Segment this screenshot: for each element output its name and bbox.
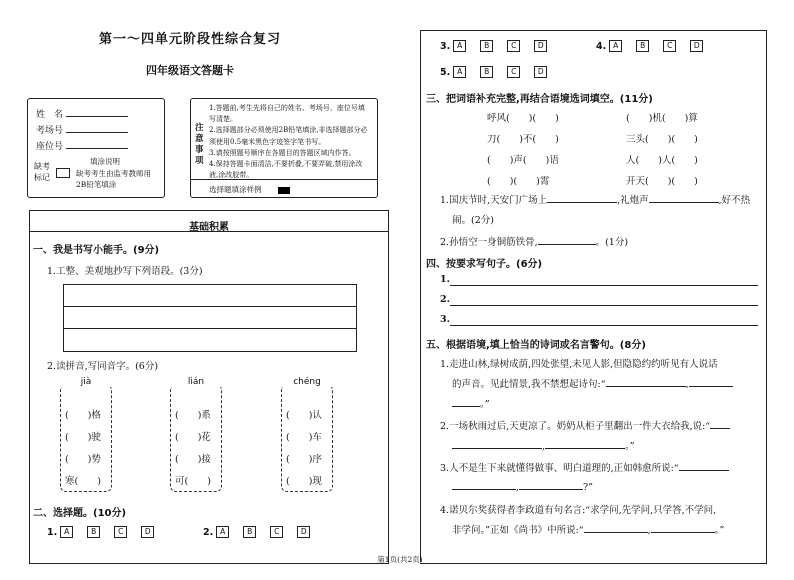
pinyin-card-jia [60, 377, 112, 492]
answer-blank[interactable] [651, 523, 715, 533]
q4-number: 2. [440, 294, 450, 305]
pinyin-answer[interactable]: ( )现 [286, 476, 322, 487]
q1-2-prompt: 2.读拼音,写同音字。(6分) [47, 361, 159, 372]
q3-1-text: ,礼炮声 [617, 195, 649, 206]
choice-number: 1. [47, 526, 58, 538]
answer-blank[interactable] [519, 480, 583, 490]
answer-blank[interactable] [452, 397, 480, 407]
answer-blank[interactable] [649, 193, 719, 203]
pinyin-answer[interactable]: ( )序 [286, 454, 322, 465]
option-a[interactable]: A [216, 526, 229, 538]
option-c[interactable]: C [507, 40, 520, 52]
absent-note: 缺考考生由监考教师用2B铅笔填涂 [76, 169, 151, 189]
pinyin-answer[interactable]: ( )认 [286, 410, 322, 421]
option-b[interactable]: B [480, 66, 493, 78]
pinyin-card-cheng [281, 377, 333, 492]
pinyin-answer[interactable]: ( )系 [175, 410, 211, 421]
q4-number: 3. [440, 314, 450, 325]
pinyin-answer[interactable]: ( )格 [65, 410, 101, 421]
choice-number: 2. [203, 526, 214, 538]
q4-heading: 四、按要求写句子。(6分) [426, 259, 543, 270]
q3-heading: 三、把词语补充完整,再结合语境选词填空。(11分) [426, 94, 653, 105]
choice-number: 5. [440, 66, 451, 78]
name-row [36, 107, 128, 120]
q5-4-text: , [647, 525, 651, 536]
pinyin-label: lián [171, 377, 221, 387]
absent-mark-box[interactable] [56, 168, 70, 178]
page-title: 第一～四单元阶段性综合复习 [98, 32, 281, 47]
absent-label: 缺考 标记 [34, 162, 50, 182]
option-b[interactable]: B [243, 526, 256, 538]
q5-3-end [452, 480, 593, 493]
q5-4-text: 。” [714, 525, 725, 536]
q5-3-text: , [516, 482, 520, 493]
word-blank[interactable]: 三头( )( ) [626, 134, 698, 145]
notice-tag: 注意事项 [195, 123, 204, 166]
filled-box-icon [278, 187, 290, 194]
option-a[interactable]: A [609, 40, 622, 52]
q3-2-text: 2.孙悟空一身铜筋铁骨, [440, 237, 538, 248]
q5-4-line [452, 522, 724, 536]
fill-sample [209, 184, 290, 195]
pinyin-answer[interactable]: ( )接 [175, 454, 211, 465]
option-b[interactable]: B [480, 40, 493, 52]
answer-blank[interactable] [679, 461, 729, 471]
student-info-box [27, 98, 165, 198]
q1-heading: 一、我是书写小能手。(9分) [33, 245, 160, 256]
option-c[interactable]: C [114, 526, 127, 538]
q3-1-text: ,好不热 [718, 195, 751, 206]
option-c[interactable]: C [270, 526, 283, 538]
option-a[interactable]: A [60, 526, 73, 538]
answer-blank[interactable] [606, 377, 686, 387]
pinyin-label: chéng [282, 377, 332, 387]
choice-row-2 [203, 526, 324, 538]
exam-no-label: 考场号 [36, 126, 64, 136]
section-title: 基础积累 [189, 222, 229, 233]
q5-3-text: ?” [583, 482, 593, 493]
write-line [64, 328, 356, 329]
exam-no-row [36, 123, 128, 136]
pinyin-answer[interactable]: ( )花 [175, 432, 211, 443]
q5-heading: 五、根据语境,填上恰当的诗词或名言警句。(8分) [426, 340, 646, 351]
word-blank[interactable]: ( )声( )语 [487, 155, 559, 166]
sentence-line[interactable] [450, 325, 758, 326]
option-d[interactable]: D [297, 526, 310, 538]
choice-row-3 [440, 40, 561, 52]
answer-blank[interactable] [545, 439, 625, 449]
section-title-divider [29, 231, 389, 232]
answer-blank[interactable] [689, 377, 733, 387]
choice-row-5 [440, 66, 561, 78]
seat-no-field[interactable] [66, 140, 128, 149]
pinyin-card-lian [170, 377, 222, 492]
choice-number: 4. [596, 40, 607, 52]
page-subtitle: 四年级语文答题卡 [146, 64, 234, 77]
q5-2-line [440, 418, 730, 432]
q3-1-line [440, 192, 750, 206]
choice-number: 3. [440, 40, 451, 52]
choice-row-4 [596, 40, 717, 52]
word-blank[interactable]: 刀( )不( ) [487, 134, 559, 145]
answer-blank[interactable] [452, 439, 542, 449]
word-blank[interactable]: ( )机( )算 [626, 113, 698, 124]
seat-no-row [36, 139, 128, 152]
pinyin-answer[interactable]: ( )驶 [65, 432, 101, 443]
word-blank[interactable]: ( )( )霄 [487, 176, 550, 187]
sentence-line[interactable] [450, 285, 758, 286]
notice-box [190, 98, 378, 198]
pinyin-answer[interactable]: 可( ) [175, 476, 211, 487]
q5-2-text: 。” [625, 441, 635, 452]
option-c[interactable]: C [507, 66, 520, 78]
pinyin-answer[interactable]: ( )车 [286, 432, 322, 443]
write-line [64, 306, 356, 307]
notice-line: 3.请按照题号顺序在各题目的答题区域内作答。 [209, 148, 356, 157]
q3-2-text: 。(1分) [595, 237, 629, 248]
q4-number: 1. [440, 274, 450, 285]
answer-blank[interactable] [547, 193, 617, 203]
q5-1-text: 1.走进山林,绿树成荫,四处张望,未见人影,但隐隐约约听见有人说话 [440, 359, 718, 370]
q5-1-text: 的声音。见此情景,我不禁想起诗句:“ [452, 379, 606, 390]
option-a[interactable]: A [453, 40, 466, 52]
name-field[interactable] [66, 108, 128, 117]
q5-4-text: 非学问。”正如《尚书》中所说:“ [452, 525, 584, 536]
q5-2-text: 2.一场秋雨过后,天更凉了。奶奶从柜子里翻出一件大衣给我,说:“ [440, 421, 711, 432]
answer-blank[interactable] [452, 480, 516, 490]
q3-1-text: 1.国庆节时,天安门广场上 [440, 195, 548, 206]
q5-2-text: , [542, 441, 546, 452]
notice-line: 1.答题前,考生先将自己的姓名、考场号、座位号填写清楚。 [209, 104, 365, 124]
option-d[interactable]: D [690, 40, 703, 52]
fill-sample-label: 选择题填涂样例 [209, 185, 262, 194]
notice-line: 2.选择题部分必须使用2B铅笔填涂,非选择题部分必须使用0.5毫米黑色字迹签字笔书写。 [209, 126, 368, 146]
q5-4-text: 4.诺贝尔奖获得者李政道有句名言:“求学问,先学问,只学答,不学问, [440, 505, 717, 516]
option-c[interactable]: C [663, 40, 676, 52]
q2-heading: 二、选择题。(10分) [33, 508, 127, 519]
notice-divider [191, 179, 377, 180]
option-d[interactable]: D [141, 526, 154, 538]
name-label: 姓 名 [36, 110, 64, 120]
q5-1-text: 。” [480, 399, 490, 410]
option-a[interactable]: A [453, 66, 466, 78]
q1-1-prompt: 1.工整、美观地抄写下列语段。(3分) [47, 266, 203, 277]
seat-no-label: 座位号 [36, 142, 64, 152]
q5-2-end [452, 438, 635, 452]
sentence-line[interactable] [450, 305, 758, 306]
option-b[interactable]: B [636, 40, 649, 52]
page-footer: 第1页(共2页) [377, 555, 423, 564]
word-blank[interactable]: 呼风( )( ) [487, 113, 559, 124]
answer-blank[interactable] [584, 523, 648, 533]
notice-line: 4.保持答题卡面清洁,不要折叠,不要弄破,禁用涂改液,涂改胶带。 [209, 160, 363, 180]
option-d[interactable]: D [534, 40, 547, 52]
q5-3-text: 3.人不是生下来就懂得做事、明白道理的,正如韩愈所说:“ [440, 463, 679, 474]
pinyin-label: jià [61, 377, 111, 387]
q3-1-cont: 闹。(2分) [452, 215, 494, 226]
word-blank[interactable]: 开天( )( ) [626, 176, 698, 187]
exam-no-field[interactable] [66, 124, 128, 133]
pinyin-answer[interactable]: 寒( ) [65, 476, 101, 487]
pinyin-answer[interactable]: ( )势 [65, 454, 101, 465]
q5-1-line [452, 376, 733, 390]
option-d[interactable]: D [534, 66, 547, 78]
q3-2-line [440, 234, 628, 248]
copy-writing-area[interactable] [63, 284, 357, 352]
notice-list [209, 103, 371, 181]
absent-note-title: 填涂说明 [90, 157, 120, 166]
answer-blank[interactable] [538, 235, 596, 245]
q5-1-end [452, 396, 490, 410]
answer-blank[interactable] [710, 419, 730, 429]
word-blank[interactable]: 人( )人( ) [626, 155, 698, 166]
choice-row-1 [47, 526, 168, 538]
q5-3-line [440, 460, 729, 474]
option-b[interactable]: B [87, 526, 100, 538]
q5-1-text: , [685, 379, 689, 390]
